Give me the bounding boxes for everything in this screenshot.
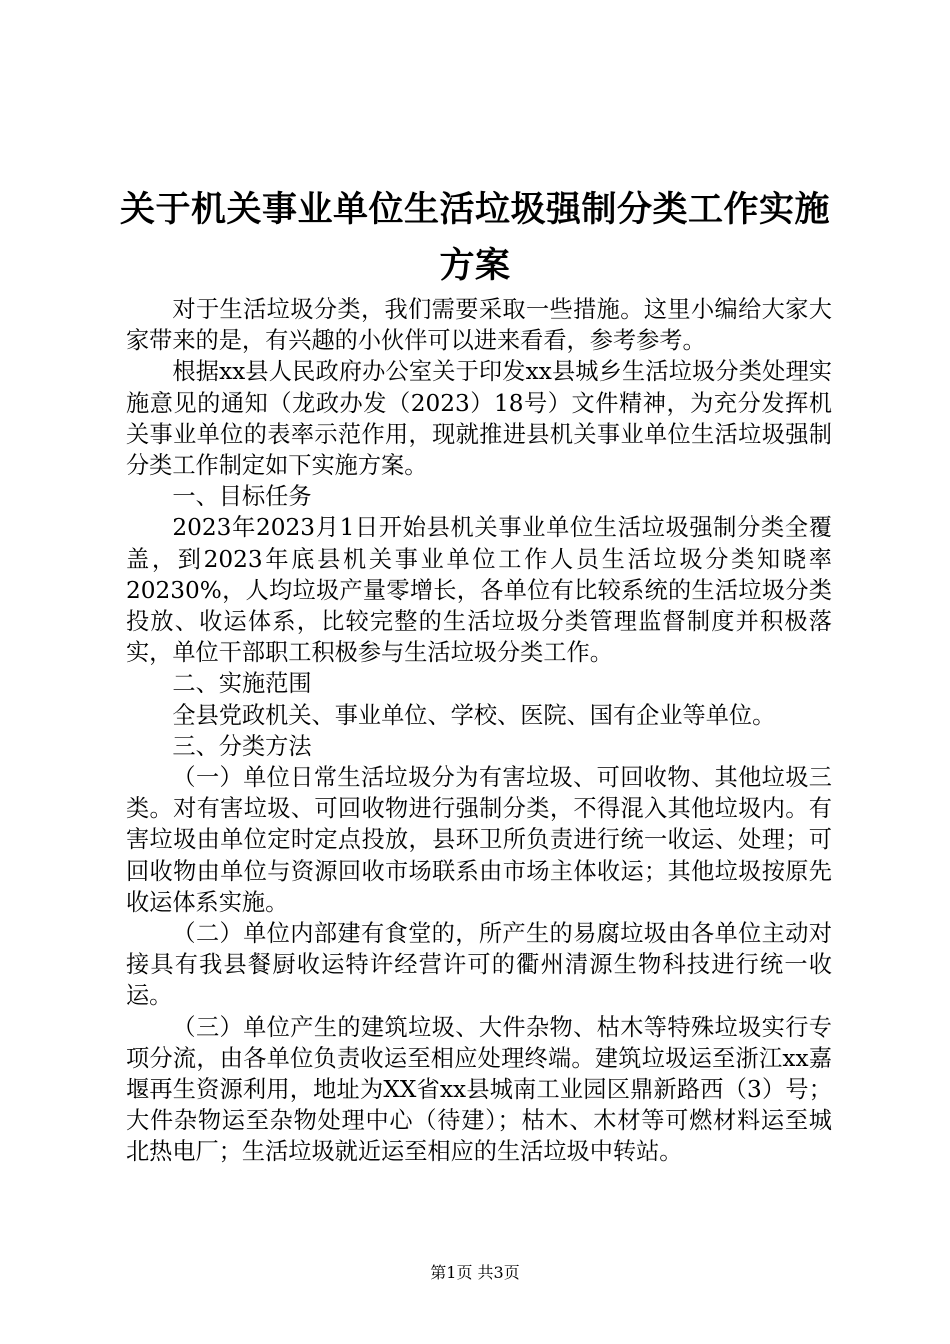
paragraph-goals: 2023年2023月1日开始县机关事业单位生活垃圾强制分类全覆盖，到2023年底县机关事业单位工作人员生活垃圾分类知晓率20230%，人均垃圾产量零增长，各单位有比较系统的生活垃圾分类投放、收运体系，比较完整的生活垃圾分类管理监督制度并积极落实，单位干部职工积极参与生活垃圾分类工作。 <box>126 514 832 667</box>
section-heading-method: 三、分类方法 <box>172 732 312 760</box>
document-title <box>110 182 840 294</box>
title-line-2: 方案 <box>439 246 511 286</box>
paragraph-method-1: （一）单位日常生活垃圾分为有害垃圾、可回收物、其他垃圾三类。对有害垃圾、可回收物进行强制分类，不得混入其他垃圾内。有害垃圾由单位定时定点投放，县环卫所负责进行统一收运、处理；可回收物由单位与资源回收市场联系由市场主体收运；其他垃圾按原先收运体系实施。 <box>126 764 832 916</box>
paragraph-basis: 根据xx县人民政府办公室关于印发xx县城乡生活垃圾分类处理实施意见的通知（龙政办发（2023）18号）文件精神，为充分发挥机关事业单位的表率示范作用，现就推进县机关事业单位生活垃圾强制分类工作制定如下实施方案。 <box>126 358 832 480</box>
section-heading-scope: 二、实施范围 <box>172 670 312 698</box>
paragraph-method-2: （二）单位内部建有食堂的，所产生的易腐垃圾由各单位主动对接具有我县餐厨收运特许经营许可的衢州清源生物科技进行统一收运。 <box>126 920 832 1010</box>
page-footer: 第1页 共3页 <box>430 1263 520 1282</box>
title-line-1: 关于机关事业单位生活垃圾强制分类工作实施 <box>119 190 830 230</box>
paragraph-method-3: （三）单位产生的建筑垃圾、大件杂物、枯木等特殊垃圾实行专项分流，由各单位负责收运至相应处理终端。建筑垃圾运至浙江xx嘉堰再生资源利用，地址为XX省xx县城南工业园区鼎新路西（3）号；大件杂物运至杂物处理中心（待建）；枯木、木材等可燃材料运至城北热电厂；生活垃圾就近运至相应的生活垃圾中转站。 <box>126 1013 832 1166</box>
paragraph-scope: 全县党政机关、事业单位、学校、医院、国有企业等单位。 <box>172 701 776 729</box>
document-body <box>126 294 832 1168</box>
paragraph-intro: 对于生活垃圾分类，我们需要采取一些措施。这里小编给大家大家带来的是，有兴趣的小伙伴可以进来看看，参考参考。 <box>126 296 832 355</box>
section-heading-goals: 一、目标任务 <box>172 483 312 511</box>
